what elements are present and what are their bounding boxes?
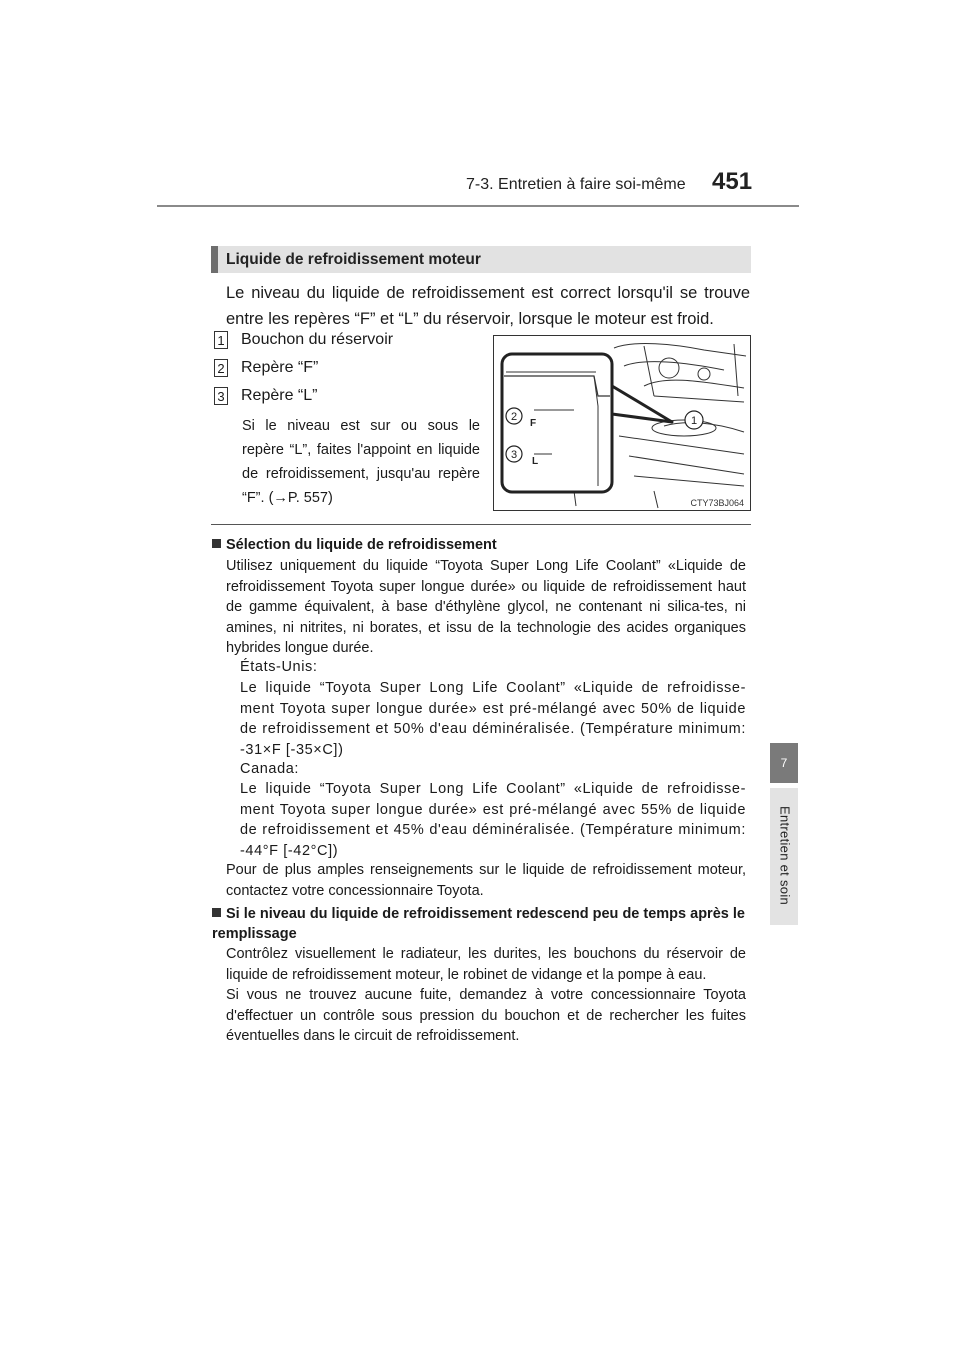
header-section-title: 7-3. Entretien à faire soi-même xyxy=(466,176,686,193)
subheading-coolant-selection xyxy=(212,535,752,555)
canada-text: Le liquide “Toyota Super Long Life Coolant” «Liquide de refroidisse-ment Toyota super longue durée» est pré-mélangé avec 55% de liquide de refroidissement et 45% d'eau déminéralisée. (Température minimum: -44°F [-42°C]) xyxy=(240,781,746,859)
list-item-label: Repère “F” xyxy=(241,359,319,376)
us-text: Le liquide “Toyota Super Long Life Coolant” «Liquide de refroidisse-ment Toyota super longue durée» est pré-mélangé avec 50% de liquide de refroidissement et 50% d'eau déminéralisée. (Température minimum: -31×F [-35×C]) xyxy=(240,680,746,758)
coolant-selection-text: Utilisez uniquement du liquide “Toyota Super Long Life Coolant” «Liquide de refroidissement Toyota super longue durée» ou liquide de refroidissement haut de gamme équivalent, à base d'éthylène glycol, ne contenant ni silica-tes, ni amines, ni nitrites, ni borates, et issu de la technologie des acides organiques hybrides longue durée. xyxy=(226,558,746,656)
subheading-text: Sélection du liquide de refroidissement xyxy=(226,537,497,553)
us-label: États-Unis: xyxy=(240,659,318,675)
figure-code: CTY73BJ064 xyxy=(690,498,744,508)
chapter-tab xyxy=(770,743,798,783)
square-bullet-icon xyxy=(212,908,221,917)
number-badge: 2 xyxy=(214,359,228,377)
square-bullet-icon xyxy=(212,539,221,548)
intro-paragraph: Le niveau du liquide de refroidissement est correct lorsqu'il se trouve entre les repères “F” et “L” du réservoir, lorsque le moteur est froid. xyxy=(226,284,750,328)
list-item xyxy=(214,329,393,351)
list-item xyxy=(214,357,318,379)
marker-3: 3 xyxy=(510,449,518,461)
section-title: Liquide de refroidissement moteur xyxy=(226,251,481,268)
number-badge: 3 xyxy=(214,387,228,405)
refill-note: Si le niveau est sur ou sous le repère “L”, faites l'appoint en liquide de refroidissement, jusqu'au repère “F”. (→P. 557) xyxy=(242,418,480,506)
list-item-label: Repère “L” xyxy=(241,387,318,404)
header-divider xyxy=(157,205,799,207)
list-item-label: Bouchon du réservoir xyxy=(241,331,394,348)
chapter-label: Entretien et soin xyxy=(777,806,793,906)
mark-l: L xyxy=(532,456,539,467)
subheading-level-drop xyxy=(212,904,752,944)
dealer-note: Pour de plus amples renseignements sur le liquide de refroidissement moteur, contactez votre concessionnaire Toyota. xyxy=(226,862,746,899)
number-badge: 1 xyxy=(214,331,228,349)
level-drop-text-2: Si vous ne trouvez aucune fuite, demandez à votre concessionnaire Toyota d'effectuer un contrôle sous pression du bouchon et de rechercher les fuites éventuelles dans le circuit de refroidissement. xyxy=(226,987,746,1044)
mark-f: F xyxy=(530,418,537,429)
page-number: 451 xyxy=(712,168,753,195)
list-item xyxy=(214,385,317,407)
marker-2: 2 xyxy=(510,411,518,423)
chapter-number: 7 xyxy=(780,756,788,770)
marker-1: 1 xyxy=(690,415,698,427)
subheading-text: Si le niveau du liquide de refroidissement redescend peu de temps après le remplissage xyxy=(212,906,745,942)
engine-illustration xyxy=(494,336,750,510)
canada-label: Canada: xyxy=(240,761,300,777)
section-divider xyxy=(211,524,751,525)
engine-figure xyxy=(493,335,751,511)
level-drop-text-1: Contrôlez visuellement le radiateur, les durites, les bouchons du réservoir de liquide de refroidissement moteur, le robinet de vidange et la pompe à eau. xyxy=(226,946,746,983)
